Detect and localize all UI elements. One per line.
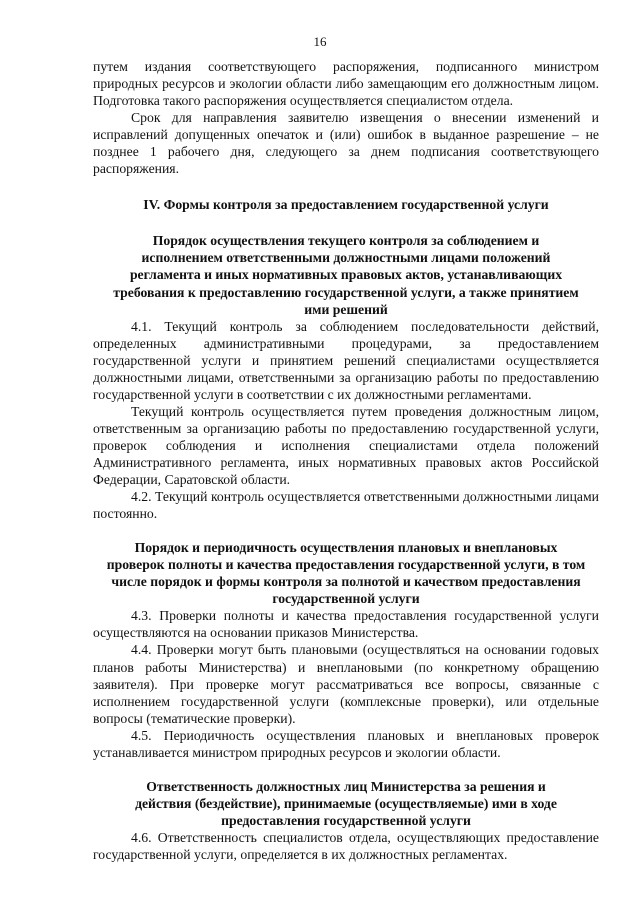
paragraph-current-control-method: Текущий контроль осуществляется путем проведения должностным лицом, ответственным за организацию работы по предоставлению государственной услуги, проверок соблюдения и исполнения специалистами отдела положений Административного регламента, иных нормативных правовых актов Российской Федерации, Саратовской области.: [93, 403, 599, 488]
spacer: [93, 213, 599, 232]
paragraph-4-4: 4.4. Проверки могут быть плановыми (осуществляться на основании годовых планов работы Министерства) и внеплановыми (по конкретному обращению заявителя). При проверке могут рассматриваться все вопросы, связанные с исполнением государственной услуги (комплексные проверки), или отдельные вопросы (тематические проверки).: [93, 642, 599, 726]
paragraph-4-1: 4.1. Текущий контроль за соблюдением последовательности действий, определенных административными процедурами, за предоставлением государственной услуги и принятием решений специалистами осуществляется должностными лицами, ответственными за организацию работы по предоставлению государственной услуги в соответствии с их должностными регламентами.: [93, 318, 599, 402]
section-heading-iv: IV. Формы контроля за предоставлением государственной услуги: [143, 197, 549, 213]
subheading-responsibility: Ответственность должностных лиц Министерства за решения и действия (бездействие), принимаемые (осуществляемые) ими в ходе предоставления государственной услуги: [135, 778, 557, 828]
page-number: 16: [313, 34, 327, 49]
paragraph-4-2: 4.2. Текущий контроль осуществляется ответственными должностными лицами постоянно.: [93, 489, 599, 522]
spacer: [93, 177, 599, 196]
paragraph-4-5: 4.5. Периодичность осуществления плановых и внеплановых проверок устанавливается министром природных ресурсов и экологии области.: [93, 727, 599, 760]
subheading-current-control: Порядок осуществления текущего контроля за соблюдением и исполнением ответственными должностными лицами положений регламента и иных нормативных правовых актов, устанавливающих требования к предоставлению государственной услуги, а также принятием ими решений: [113, 233, 579, 317]
paragraph-correction-deadline: Срок для направления заявителю извещения о внесении изменений и исправлений допущенных опечаток и (или) ошибок в выданное разрешение – не позднее 1 рабочего дня, следующего за днем подписания соответствующего распоряжения.: [93, 110, 599, 177]
subheading-inspections: Порядок и периодичность осуществления плановых и внеплановых проверок полноты и качества предоставления государственной услуги, в том числе порядок и формы контроля за полнотой и качеством предоставления государственной услуги: [106, 540, 586, 607]
paragraph-4-6: 4.6. Ответственность специалистов отдела, осуществляющих предоставление государственной услуги, определяется в их должностных регламентах.: [93, 829, 599, 862]
paragraph-4-3: 4.3. Проверки полноты и качества предоставления государственной услуги осуществляются на основании приказов Министерства.: [93, 608, 599, 641]
spacer: [93, 522, 599, 539]
document-body: [93, 58, 599, 863]
spacer: [93, 761, 599, 778]
paragraph-publication-order: путем издания соответствующего распоряжения, подписанного министром природных ресурсов и экологии области либо замещающим его должностным лицом. Подготовка такого распоряжения осуществляется специалистом отдела.: [93, 59, 599, 109]
